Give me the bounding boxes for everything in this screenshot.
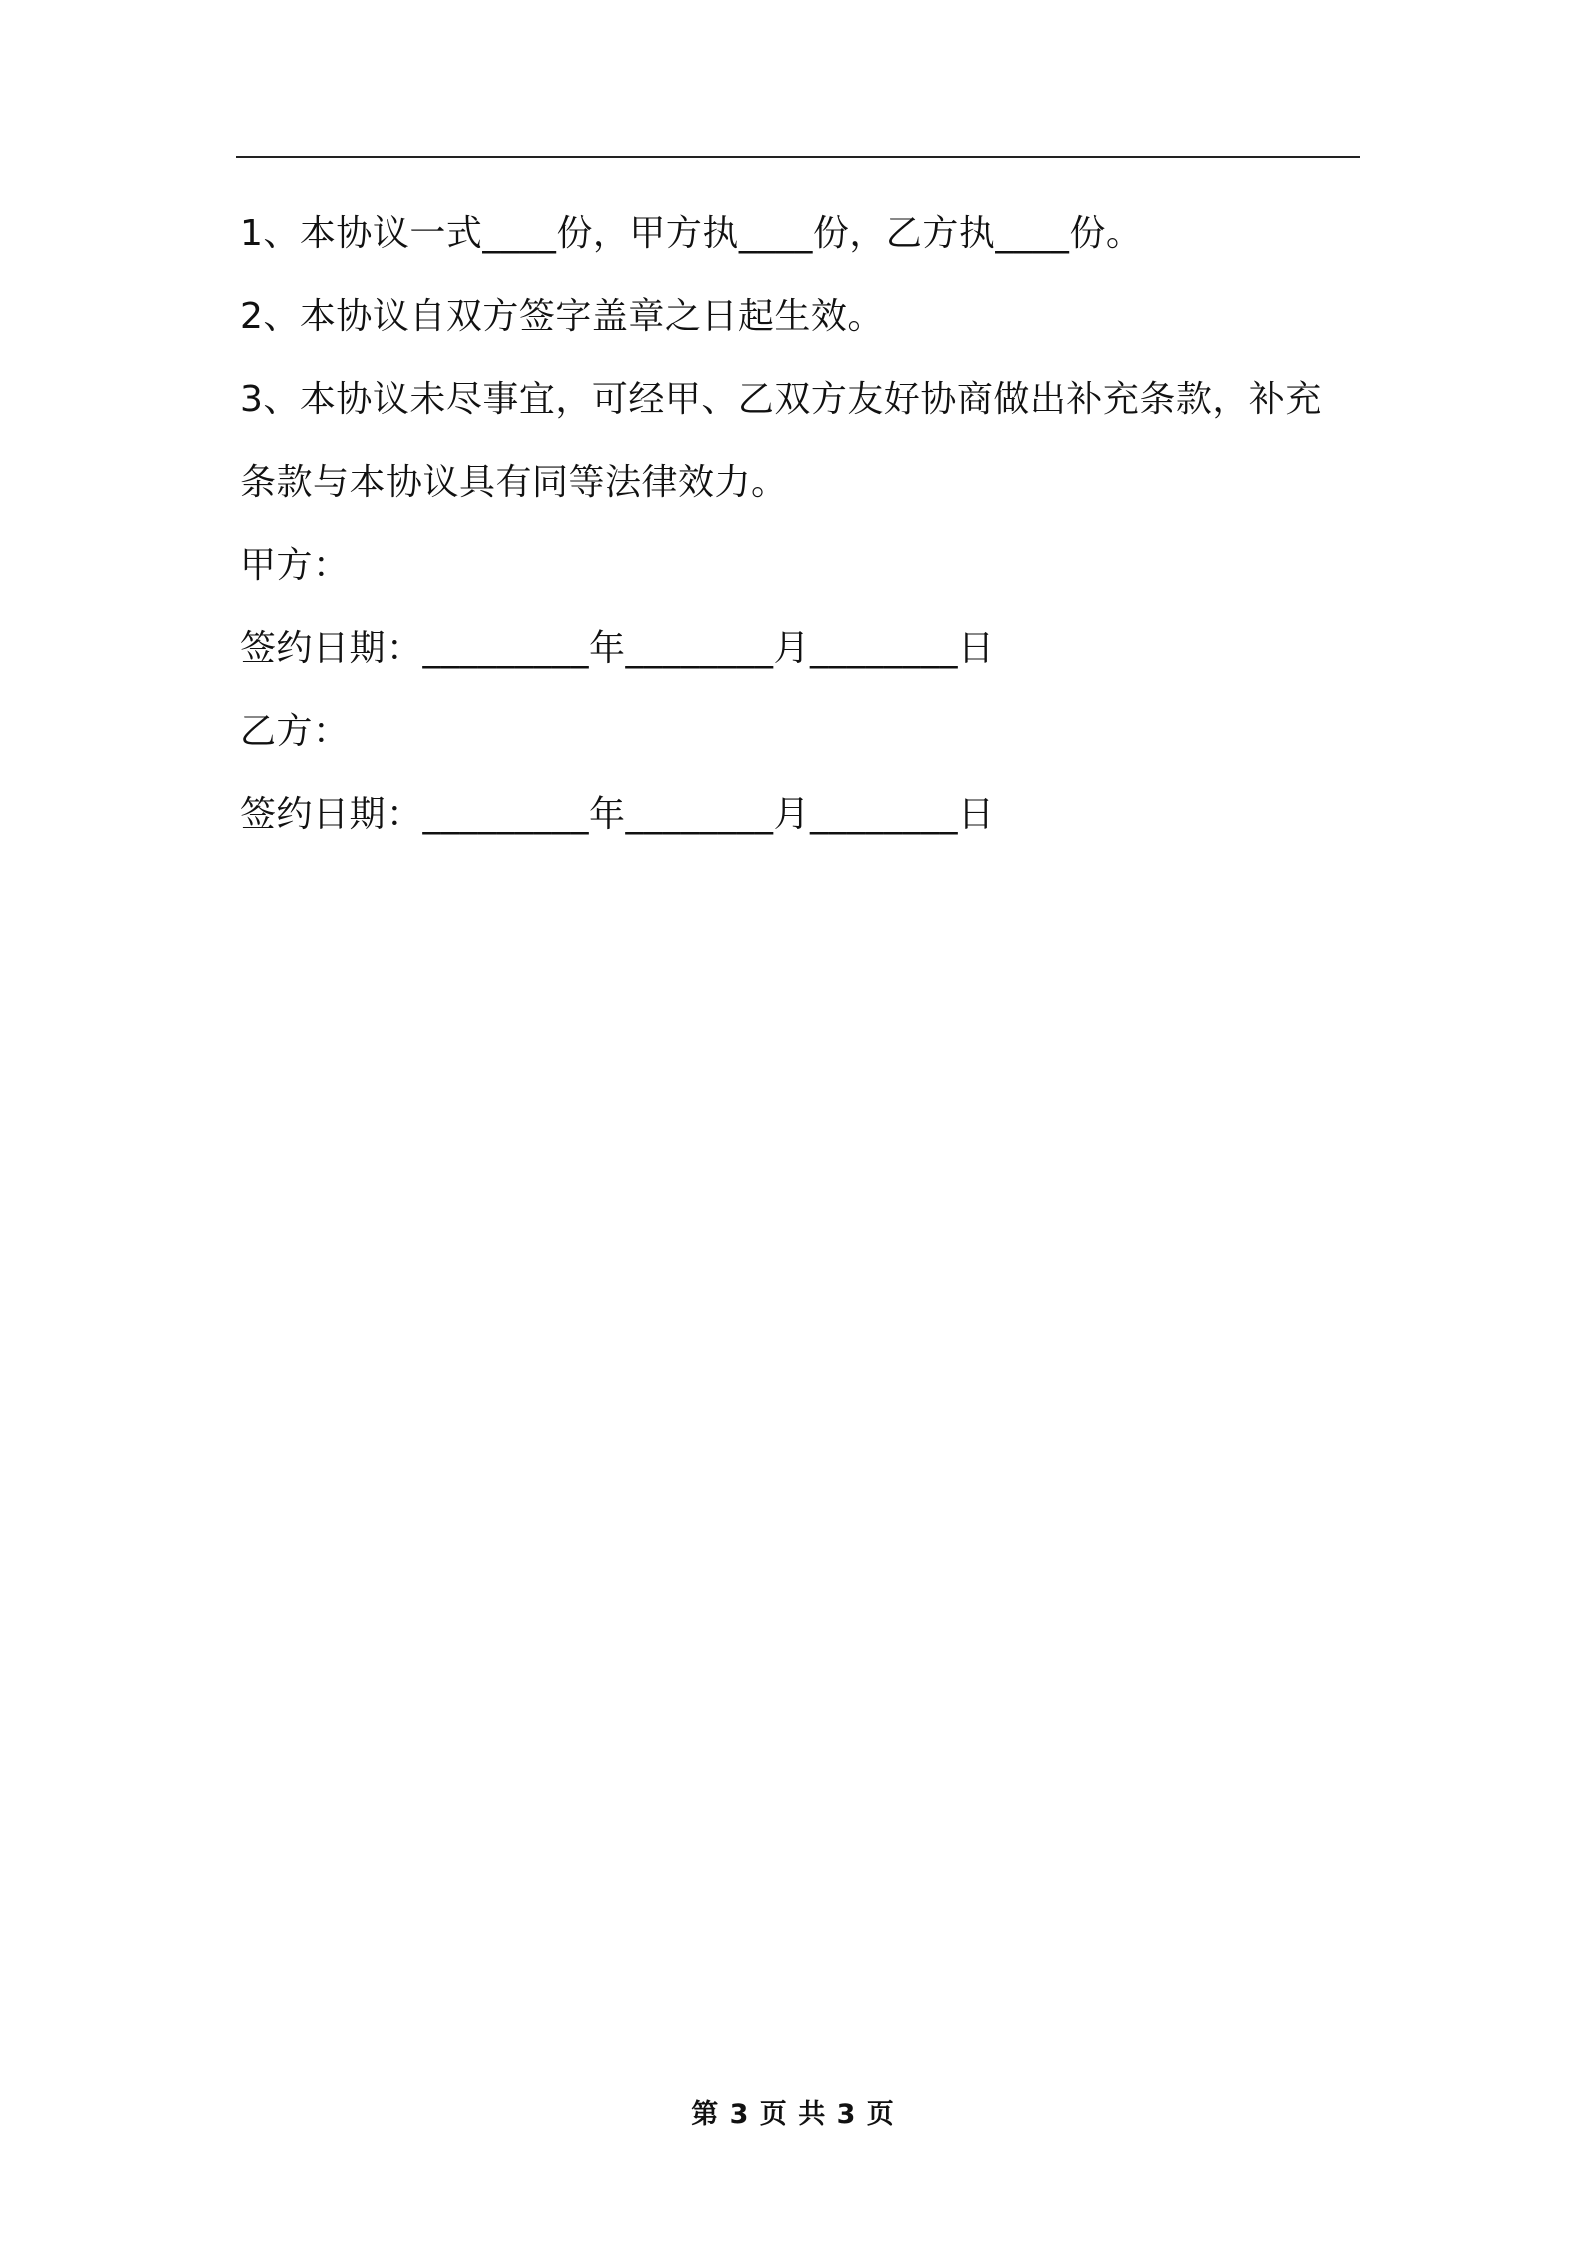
clause-1: 1、本协议一式____份，甲方执____份，乙方执____份。: [240, 213, 1143, 254]
page-number-footer: 第 3 页 共 3 页: [691, 2099, 895, 2130]
clause-3: 3、本协议未尽事宜，可经甲、乙双方友好协商做出补充条款，补充: [240, 379, 1322, 420]
header-divider: [236, 156, 1360, 158]
party-a-signing-date: 签约日期：_________年________月________日: [240, 628, 995, 669]
party-b-signing-date: 签约日期：_________年________月________日: [240, 794, 995, 835]
clause-2: 2、本协议自双方签字盖章之日起生效。: [240, 296, 884, 337]
party-a-label: 甲方：: [240, 545, 350, 586]
clause-3-continued: 条款与本协议具有同等法律效力。: [240, 462, 788, 503]
party-b-label: 乙方：: [240, 711, 350, 752]
document-body: [240, 192, 1364, 856]
